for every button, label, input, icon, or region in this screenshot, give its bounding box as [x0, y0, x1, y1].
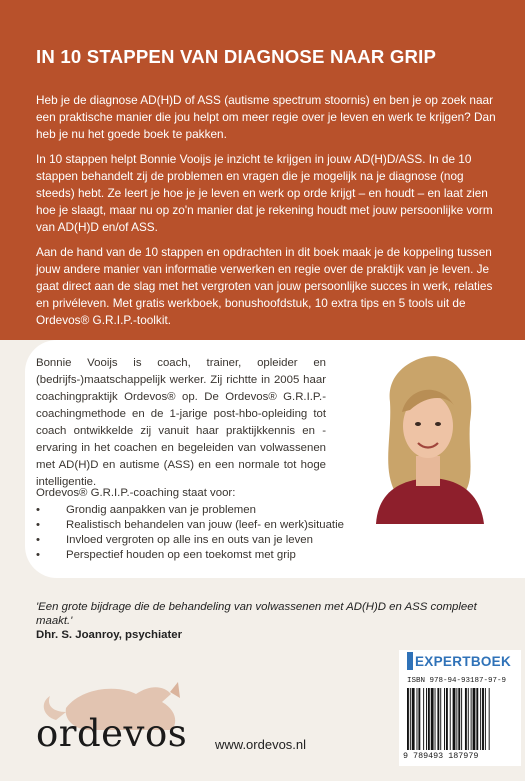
barcode-bar	[489, 688, 490, 750]
barcode-bar	[437, 688, 439, 750]
barcode-bar	[417, 688, 418, 750]
barcode-bar	[465, 688, 467, 750]
barcode-bar	[458, 688, 460, 750]
publisher-icon	[407, 652, 413, 670]
barcode-bar	[476, 688, 478, 750]
barcode-bar	[456, 688, 457, 750]
barcode-bar	[446, 688, 448, 750]
barcode-bar	[485, 688, 486, 750]
blurb-section	[0, 0, 525, 340]
barcode-bar	[461, 688, 462, 750]
page-title: IN 10 STAPPEN VAN DIAGNOSE NAAR GRIP	[36, 46, 437, 67]
barcode-bar	[423, 688, 424, 750]
list-item	[36, 503, 346, 518]
barcode-bar	[473, 688, 476, 750]
list-item	[36, 548, 346, 563]
barcode-bar	[428, 688, 430, 750]
barcode-bar	[426, 688, 427, 750]
grip-item-text: Realistisch behandelen van jouw (leef- en werk)situatie	[66, 519, 344, 531]
intro-paragraph-1: Heb je de diagnose AD(H)D of ASS (autisme spectrum stoornis) en ben je op zoek naar een praktische manier die jou helpt om meer regie over je leven en werk te krijgen? Dan heb je nu het goede boek te pakken.	[36, 93, 496, 141]
bullet-icon: •	[36, 504, 40, 516]
publisher-logo	[407, 652, 511, 670]
isbn-label: ISBN 978-94-93187-97-9	[407, 677, 507, 685]
barcode-bar	[468, 688, 469, 750]
bullet-icon: •	[36, 534, 40, 546]
barcode-bar	[440, 688, 441, 750]
barcode-panel	[399, 650, 521, 766]
publisher-name: EXPERTBOEK	[415, 653, 512, 669]
barcode-bar	[412, 688, 415, 750]
quote-text: 'Een grote bijdrage die de behandeling van volwassenen met AD(H)D en ASS compleet maakt.'	[36, 601, 477, 627]
list-item	[36, 518, 346, 533]
grip-item-text: Perspectief houden op een toekomst met grip	[66, 549, 296, 561]
website-link[interactable]: www.ordevos.nl	[215, 737, 307, 752]
barcode-bar	[410, 688, 411, 750]
barcode-bar	[418, 688, 420, 750]
intro-paragraph-2: In 10 stappen helpt Bonnie Vooijs je inzicht te krijgen in jouw AD(H)D/ASS. In de 10 stappen behandelt zij de problemen en vragen die je mogelijk na je diagnose (nog steeds) hebt. Ze leert je hoe je je leven en werk op orde krijgt – en houdt – en laat zien hoe je slaagt, maar nu op zo'n manier dat je rekening houdt met jouw persoonlijke vorm van AD(H)D en/of ASS.	[36, 152, 493, 234]
quote-author: Dhr. S. Joanroy, psychiater	[36, 629, 183, 641]
grip-intro: Ordevos® G.R.I.P.-coaching staat voor:	[36, 487, 236, 499]
ordevos-logo-text: ordevos	[36, 712, 188, 755]
barcode-bar	[407, 688, 409, 750]
barcode-bar	[453, 688, 456, 750]
intro-paragraph-3: Aan de hand van de 10 stappen en opdrachten in dit boek maak je de koppeling tussen jouw andere manier van informatie verwerken en regie over de praktijk van je leven. Je gaat direct aan de slag met het vergroten van jouw persoonlijke succes in werk, relaties en privéleven. Met gratis werkboek, bonushoofdstuk, 10 extra tips en 5 tools uit de Ordevos® G.R.I.P.-toolkit.	[36, 245, 493, 327]
barcode-bar	[450, 688, 451, 750]
bullet-icon: •	[36, 519, 40, 531]
grip-list	[36, 503, 346, 563]
barcode-bar	[435, 688, 436, 750]
bullet-icon: •	[36, 549, 40, 561]
ean-digits: 9 789493 187979	[403, 751, 479, 761]
author-photo	[370, 352, 488, 524]
barcode-bar	[482, 688, 484, 750]
barcode-bar	[480, 688, 481, 750]
grip-item-text: Invloed vergroten op alle ins en outs van je leven	[66, 534, 313, 546]
barcode-bar	[471, 688, 472, 750]
barcode	[407, 688, 515, 750]
grip-item-text: Grondig aanpakken van je problemen	[66, 504, 256, 516]
author-bio: Bonnie Vooijs is coach, trainer, opleider en (bedrijfs-)maatschappelijk werker. Zij richtte in 2005 haar coachingpraktijk Ordevos® op. De Ordevos® G.R.I.P.-coachingmethode en de 1-jarige post-hbo-opleiding tot coach ontwikkelde zij vanuit haar praktijkkennis en -ervaring in het coachen en begeleiden van volwassenen met AD(H)D en autisme (ASS) en een normale tot hoge intelligentie.	[36, 357, 326, 488]
barcode-bar	[444, 688, 445, 750]
list-item	[36, 533, 346, 548]
barcode-bar	[431, 688, 434, 750]
